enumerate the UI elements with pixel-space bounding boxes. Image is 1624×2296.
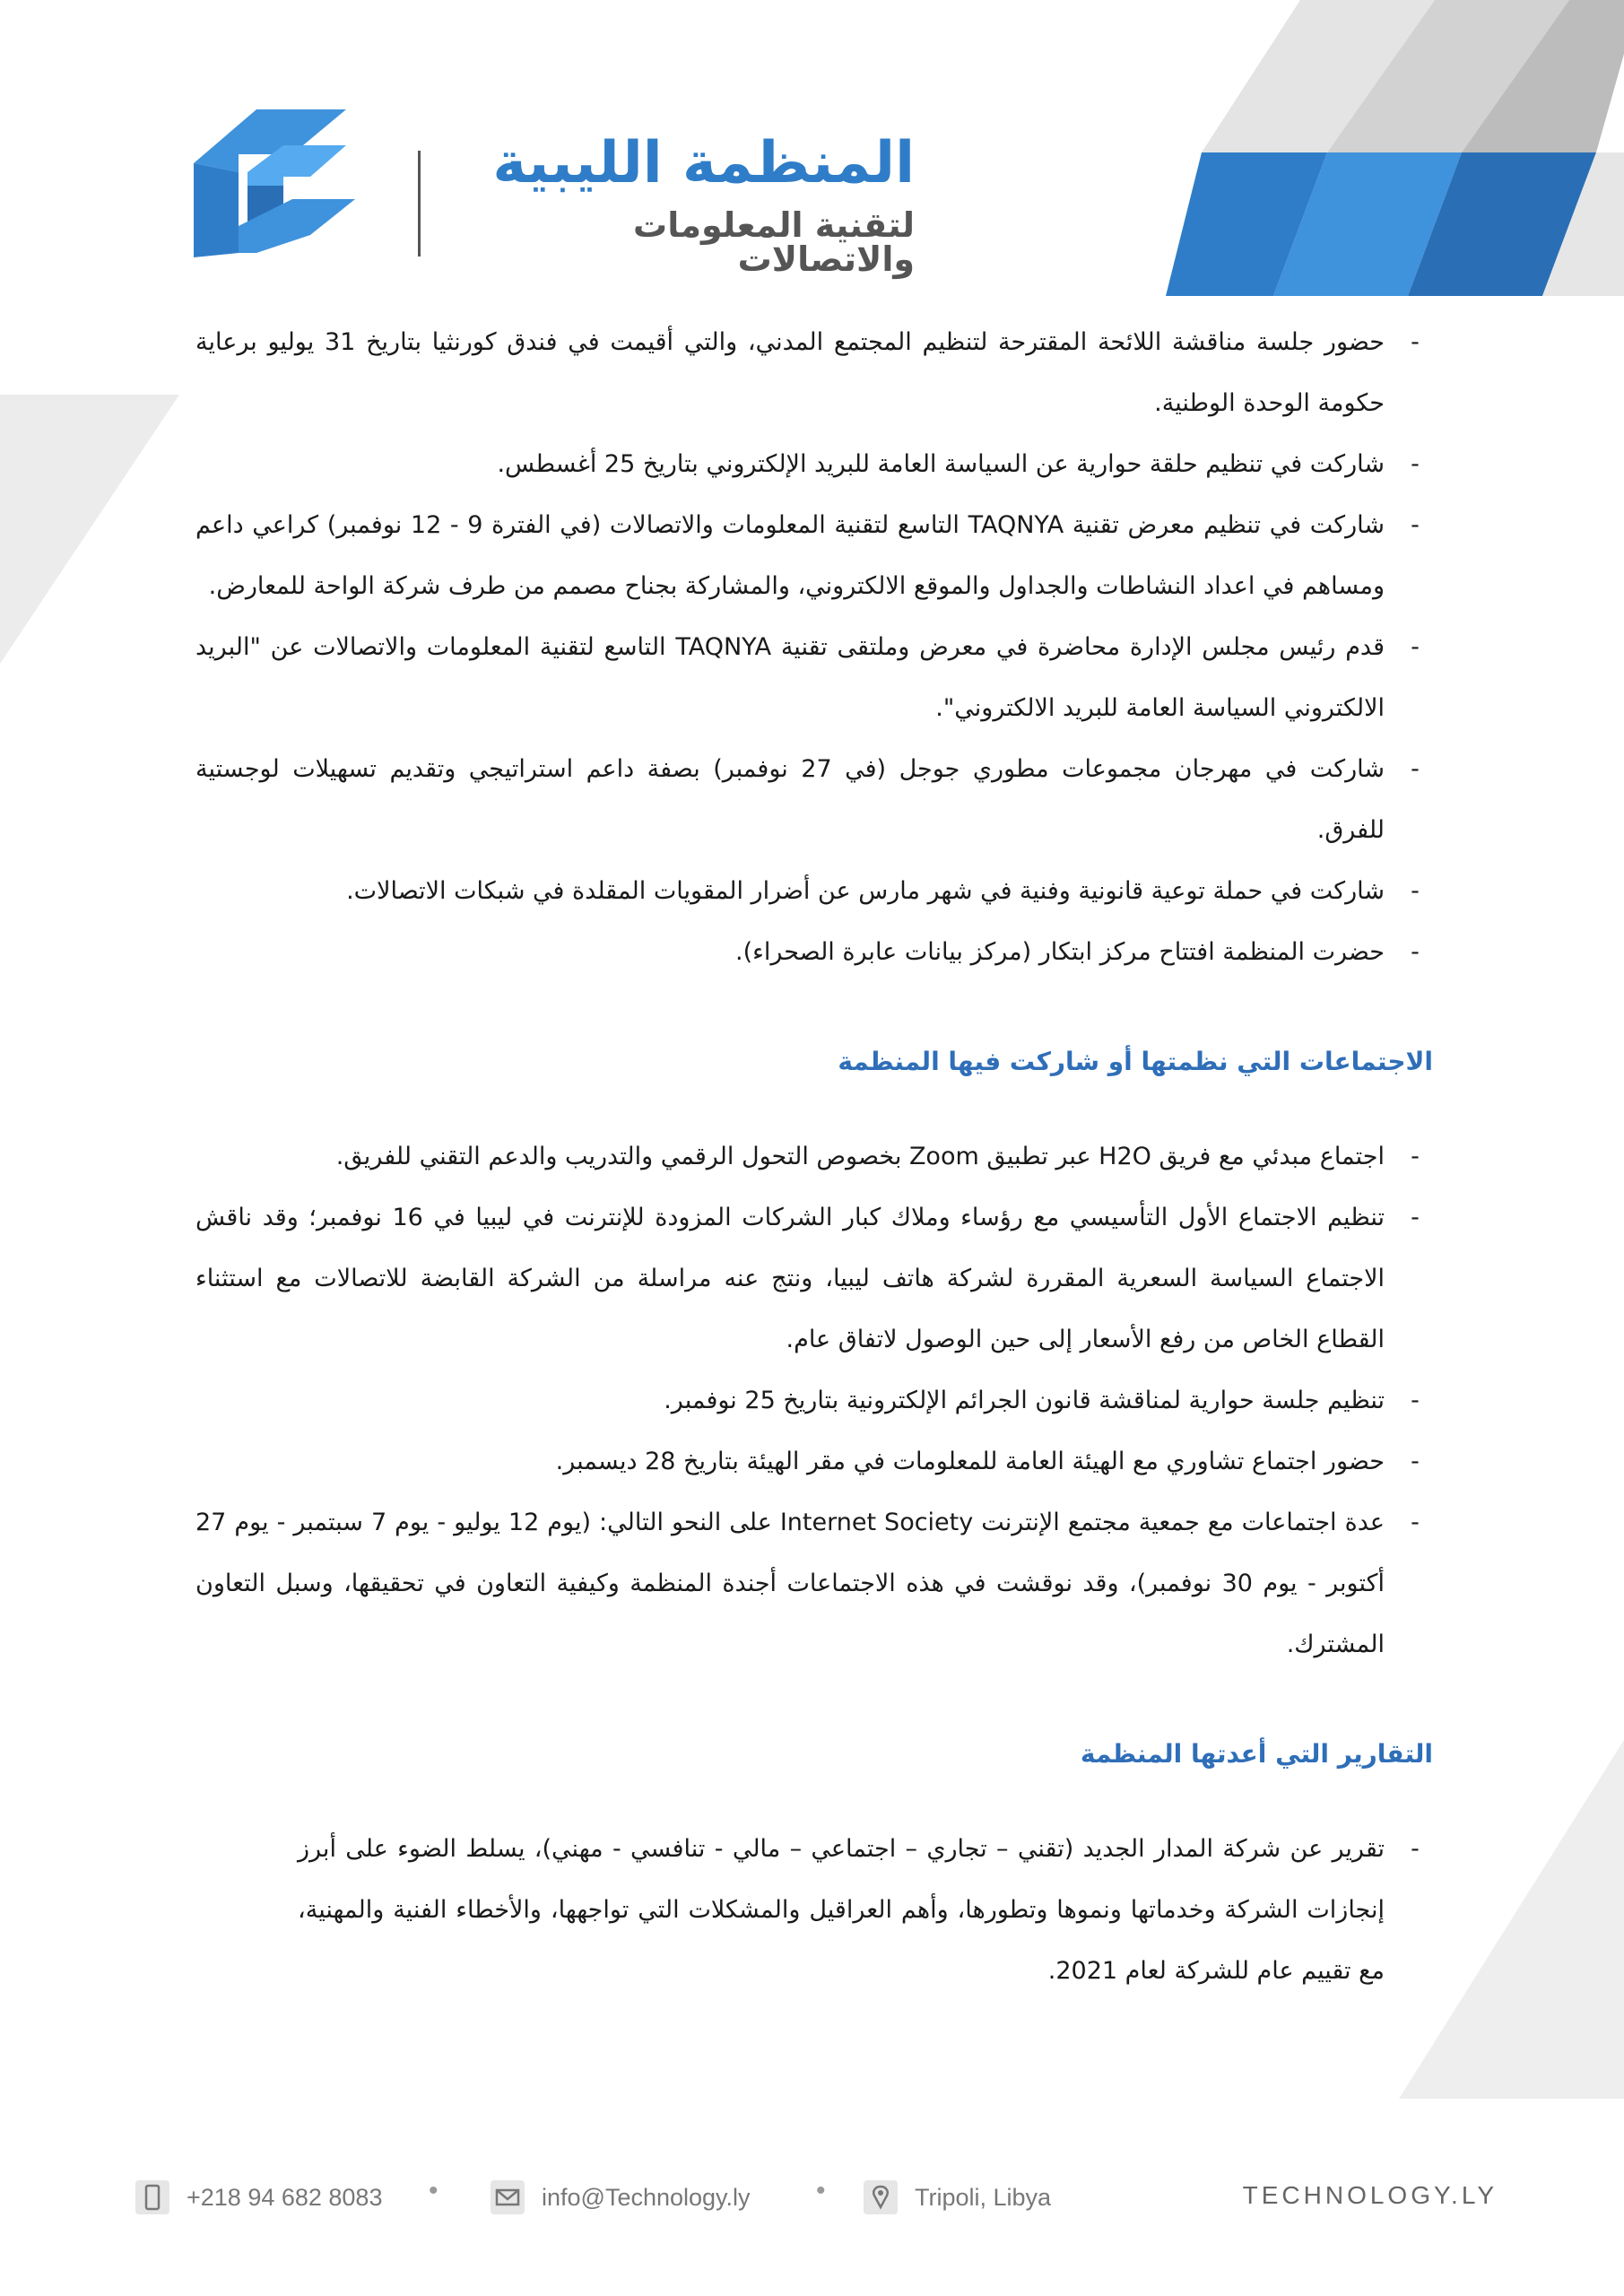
document-body	[195, 312, 1433, 2002]
footer-separator: •	[429, 2176, 439, 2205]
mail-icon	[490, 2179, 525, 2215]
list-item: - حضور جلسة مناقشة اللائحة المقترحة لتنظيم المجتمع المدني، والتي أقيمت في فندق كورنثيا بتاريخ 31 يوليو برعاية حكومة الوحدة الوطنية.	[195, 328, 1420, 417]
list-item: - اجتماع مبدئي مع فريق H2O عبر تطبيق Zoom بخصوص التحول الرقمي والتدريب والدعم التقني للفريق.	[335, 1143, 1420, 1170]
footer-website: TECHNOLOGY.LY	[1242, 2181, 1498, 2209]
meetings-section-title: الاجتماعات التي نظمتها أو شاركت فيها المنظمة	[838, 1047, 1433, 1076]
footer-location: Tripoli, Libya	[863, 2179, 1051, 2215]
page-footer	[135, 2170, 1498, 2224]
list-item: - شاركت في تنظيم حلقة حوارية عن السياسة العامة للبريد الإلكتروني بتاريخ 25 أغسطس.	[497, 450, 1420, 478]
list-item: - حضرت المنظمة افتتاح مركز ابتكار (مركز بيانات عابرة الصحراء).	[735, 938, 1420, 966]
organization-subtitle: لتقنية المعلومات والاتصالات	[633, 205, 915, 279]
footer-email: info@Technology.ly	[490, 2179, 751, 2215]
header-divider	[418, 151, 421, 257]
reports-list	[298, 1819, 1433, 2002]
activities-list	[195, 312, 1433, 983]
footer-phone: +218 94 682 8083	[135, 2179, 382, 2215]
list-item: - تنظيم جلسة حوارية لمناقشة قانون الجرائم الإلكترونية بتاريخ 25 نوفمبر.	[664, 1387, 1420, 1414]
footer-separator: •	[816, 2176, 826, 2205]
phone-icon	[135, 2179, 170, 2215]
list-item: - تنظيم الاجتماع الأول التأسيسي مع رؤساء وملاك كبار الشركات المزودة للإنترنت في ليبيا في 16 نوفمبر؛ وقد ناقش الاجتماع السياسة السعرية المقررة لشركة هاتف ليبيا، ونتج عنه مراسلة من الشركة القابضة للاتصالات مع استثناء القطاع الخاص من رفع الأسعار إلى حين الوصول لاتفاق عام.	[195, 1204, 1420, 1353]
list-item: - تقرير عن شركة المدار الجديد (تقني – تجاري – اجتماعي – مالي - تنافسي - مهني)، يسلط الضوء على أبرز إنجازات الشركة وخدماتها ونموها وتطورها، وأهم العراقيل والمشكلات التي تواجهها، والأخطاء الفنية والمهنية، مع تقييم عام للشركة لعام 2021.	[298, 1835, 1420, 1985]
list-item: - شاركت في مهرجان مجموعات مطوري جوجل (في 27 نوفمبر) بصفة داعم استراتيجي وتقديم تسهيلات لوجستية للفرق.	[195, 755, 1420, 844]
location-pin-icon	[863, 2179, 899, 2215]
list-item: - عدة اجتماعات مع جمعية مجتمع الإنترنت Internet Society على النحو التالي: (يوم 12 يوليو - يوم 7 سبتمبر - يوم 27 أكتوبر - يوم 30 نوفمبر)، وقد نوقشت في هذه الاجتماعات أجندة المنظمة وكيفية التعاون في تحقيقها، وسبل التعاون المشترك.	[195, 1509, 1420, 1658]
list-item: - حضور اجتماع تشاوري مع الهيئة العامة للمعلومات في مقر الهيئة بتاريخ 28 ديسمبر.	[555, 1448, 1420, 1475]
organization-logo	[176, 100, 355, 262]
reports-section-title: التقارير التي أعدتها المنظمة	[1080, 1739, 1433, 1769]
list-item: - شاركت في حملة توعية قانونية وفنية في شهر مارس عن أضرار المقويات المقلدة في شبكات الاتصالات.	[346, 877, 1420, 905]
meetings-list	[195, 1126, 1433, 1675]
top-right-chevron-decoration	[1166, 0, 1624, 305]
list-item: - شاركت في تنظيم معرض تقنية TAQNYA التاسع لتقنية المعلومات والاتصالات (في الفترة 9 - 12 نوفمبر) كراعي داعم ومساهم في اعداد النشاطات والجداول والموقع الالكتروني، والمشاركة بجناح مصمم من طرف شركة الواحة للمعارض.	[195, 511, 1420, 600]
organization-name: المنظمة الليبية	[492, 130, 915, 196]
list-item: - قدم رئيس مجلس الإدارة محاضرة في معرض وملتقى تقنية TAQNYA التاسع لتقنية المعلومات والاتصالات عن "البريد الالكتروني السياسة العامة للبريد الالكتروني".	[195, 633, 1420, 722]
left-triangle-decoration	[0, 395, 179, 664]
